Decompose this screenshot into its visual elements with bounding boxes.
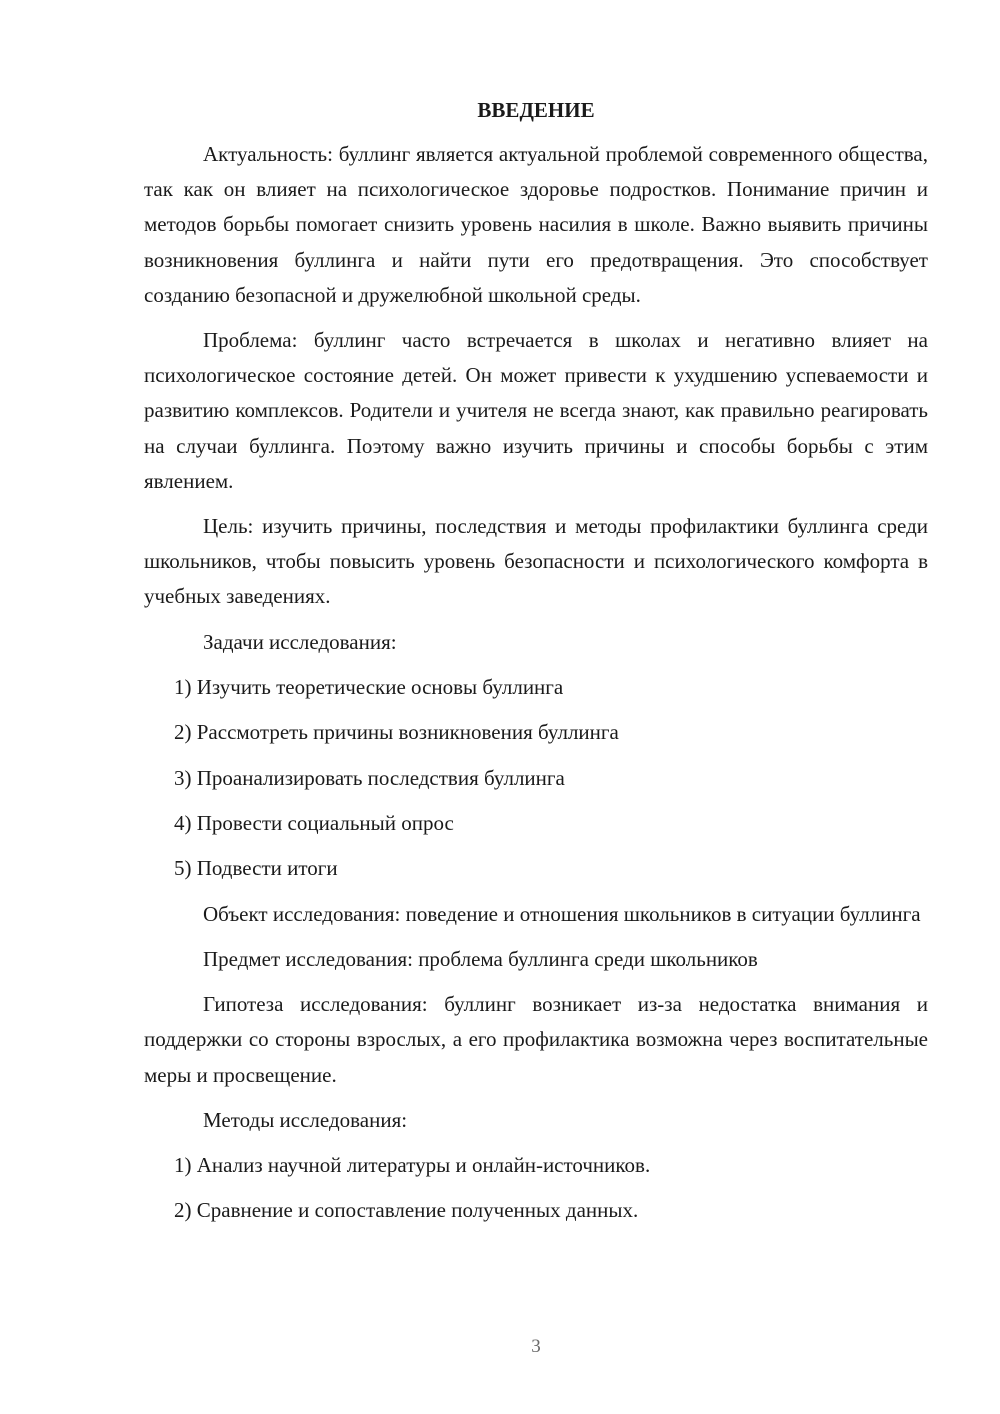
list-item: 3) Проанализировать последствия буллинга (174, 765, 565, 790)
list-item: 2) Рассмотреть причины возникновения буллинга (174, 720, 619, 745)
hypothesis-paragraph: Гипотеза исследования: буллинг возникает из-за недостатка внимания и поддержки со стороны взрослых, а его профилактика возможна через воспитательные меры и просвещение. (144, 992, 928, 1087)
subject-paragraph: Предмет исследования: проблема буллинга среди школьников (203, 947, 758, 971)
relevance-paragraph: Актуальность: буллинг является актуальной проблемой современного общества, так как он влияет на психологическое здоровье подростков. Понимание причин и методов борьбы помогает снизить уровень насилия в школе. Важно выявить причины возникновения буллинга и найти пути его предотвращения. Это способствует созданию безопасной и дружелюбной школьной среды. (144, 142, 928, 307)
problem-paragraph: Проблема: буллинг часто встречается в школах и негативно влияет на психологическое состояние детей. Он может привести к ухудшению успеваемости и развитию комплексов. Родители и учителя не всегда знают, как правильно реагировать на случаи буллинга. Поэтому важно изучить причины и способы борьбы с этим явлением. (144, 328, 928, 493)
section-heading: ВВЕДЕНИЕ (477, 98, 595, 122)
list-item: 1) Анализ научной литературы и онлайн-источников. (174, 1153, 651, 1178)
methods-list (144, 1148, 928, 1228)
methods-label: Методы исследования: (203, 1107, 408, 1132)
list-item: 2) Сравнение и сопоставление полученных данных. (174, 1198, 639, 1223)
page-number: 3 (531, 1336, 541, 1357)
object-paragraph: Объект исследования: поведение и отношения школьников в ситуации буллинга (203, 901, 921, 926)
tasks-label: Задачи исследования: (203, 629, 397, 654)
tasks-list (144, 670, 928, 887)
list-item: 5) Подвести итоги (174, 856, 338, 881)
list-item: 4) Провести социальный опрос (174, 811, 454, 836)
document-page (144, 94, 928, 1239)
list-item: 1) Изучить теоретические основы буллинга (174, 674, 564, 699)
goal-paragraph: Цель: изучить причины, последствия и методы профилактики буллинга среди школьников, чтобы повысить уровень безопасности и психологического комфорта в учебных заведениях. (144, 514, 928, 609)
